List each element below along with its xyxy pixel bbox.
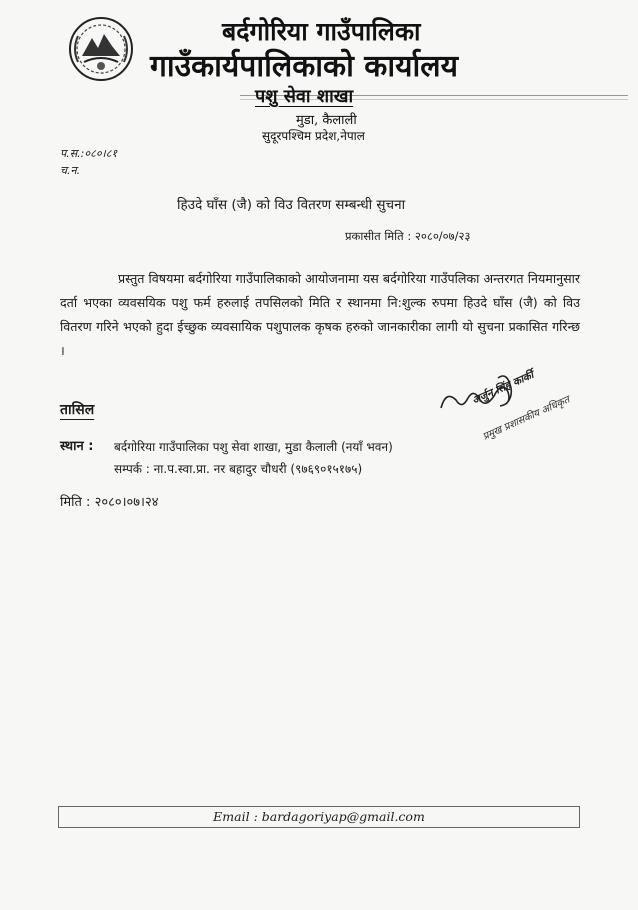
official-title-stamp: प्रमुख प्रशासकीय अधिकृत — [481, 394, 572, 443]
footer-bar — [58, 806, 580, 828]
contact-info: सम्पर्क : ना.प.स्वा.प्रा. नर बहादुर चौधरी (९७६९०१५१७५) — [114, 462, 363, 476]
published-date: प्रकासीत मिति : २०८०/०७/२३ — [345, 229, 471, 243]
details-heading: तासिल — [60, 402, 95, 418]
dispatch-number: च.न. — [60, 164, 81, 177]
location-value: बर्दगोरिया गाउँपालिका पशु सेवा शाखा, मुडा कैलाली (नयाँ भवन) — [114, 440, 393, 454]
address-line-1: मुडा, कैलाली — [296, 113, 357, 128]
municipality-name: बर्दगोरिया गाउँपालिका — [222, 17, 421, 46]
reference-number: प.स.:०८०।८१ — [60, 147, 118, 160]
branch-name: पशु सेवा शाखा — [255, 86, 354, 107]
location-label: स्थान : — [60, 439, 94, 454]
official-name-stamp: अर्जुन सिंह कार्की — [470, 369, 536, 407]
footer-email: Email : bardagoriyap@gmail.com — [213, 809, 425, 824]
notice-body: प्रस्तुत विषयमा बर्दगोरिया गाउँपालिकाको आयोजनामा यस बर्दगोरिया गाउँपलिका अन्तरगत नियमानुसार दर्ता भएका व्यवसयिक पशु फर्म हरुलाई तपसिलको मिति र स्थानमा नि:शुल्क रुपमा हिउदे घाँस (जै) को विउ वितरण गरिने भएको हुदा ईच्छुक व्यवसायिक पशुपालक कृषक हरुको जानकारीका लागी यो सुचना प्रकासित गरिन्छ । — [60, 271, 580, 358]
address-line-2: सुदूरपश्चिम प्रदेश,नेपाल — [262, 129, 365, 143]
event-date: मिति : २०८०।०७।२४ — [60, 495, 159, 510]
office-name: गाउँकार्यपालिकाको कार्यालय — [150, 49, 459, 84]
nepal-emblem-icon — [68, 16, 134, 82]
notice-subject: हिउदे घाँस (जै) को विउ वितरण सम्बन्धी सुचना — [177, 197, 406, 213]
